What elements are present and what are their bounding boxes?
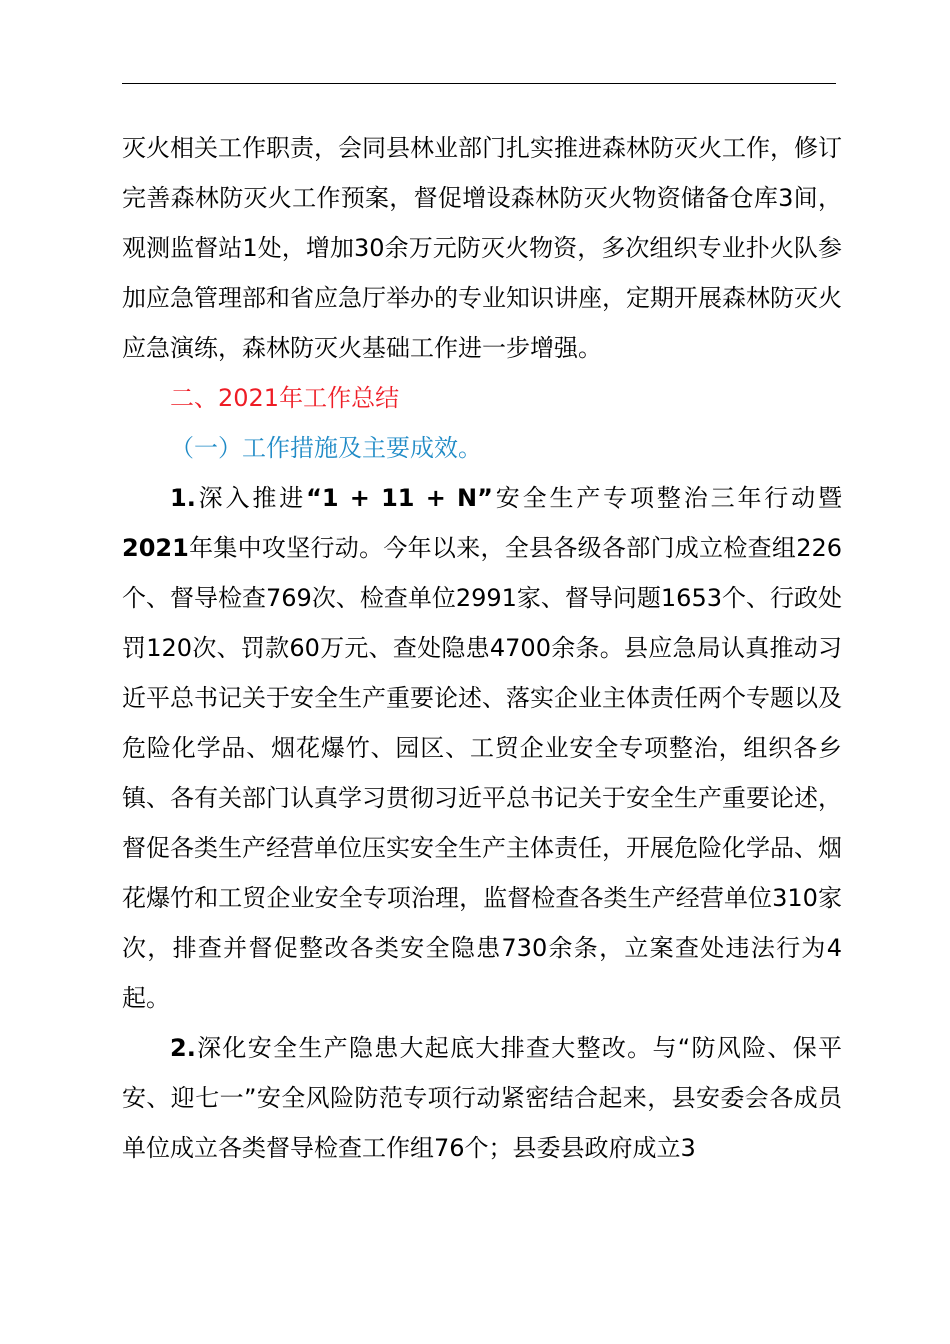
header-rule <box>122 83 836 84</box>
item-1-body: 今年以来，全县各级各部门成立检查组226个、督导检查769次、检查单位2991家、督导问题1653个、行政处罚120次、罚款60万元、查处隐患4700余条。县应急局认真推动习近平总书记关于安全生产重要论述、落实企业主体责任两个专题以及危险化学品、烟花爆竹、园区、工贸企业安全专项整治，组织各乡镇、各有关部门认真学习贯彻习近平总书记关于安全生产重要论述，督促各类生产经营单位压实安全生产主体责任，开展危险化学品、烟花爆竹和工贸企业安全专项治理，监督检查各类生产经营单位310家次，排查并督促整改各类安全隐患730余条，立案查处违法行为4起。 <box>122 534 842 1012</box>
item-2-body: 与“防风险、保平安、迎七一”安全风险防范专项行动紧密结合起来，县安委会各成员单位成立各类督导检查工作组76个；县委县政府成立3 <box>122 1034 842 1162</box>
item-1-paragraph <box>122 473 842 1023</box>
sub-heading: （一）工作措施及主要成效。 <box>170 434 482 462</box>
item-1-title-c: 年集中攻坚行动。 <box>188 534 384 562</box>
document-body <box>122 123 842 1173</box>
item-1-title-bold: “1 + 11 + N” <box>306 484 493 512</box>
item-2-paragraph <box>122 1023 842 1173</box>
paragraph-forest-fire: 灭火相关工作职责，会同县林业部门扎实推进森林防灭火工作，修订完善森林防灭火工作预案，督促增设森林防灭火物资储备仓库3间，观测监督站1处，增加30余万元防灭火物资，多次组织专业扑火队参加应急管理部和省应急厅举办的专业知识讲座，定期开展森林防灭火应急演练，森林防灭火基础工作进一步增强。 <box>122 134 842 362</box>
item-1-title-b: 安全生产专项整治三年行动暨 <box>492 484 843 512</box>
item-1-year: 2021 <box>122 534 189 562</box>
item-2-number: 2. <box>170 1034 196 1062</box>
section-heading: 二、2021年工作总结 <box>170 384 400 412</box>
item-2-title: 深化安全生产隐患大起底大排查大整改。 <box>195 1034 653 1062</box>
item-1-number: 1. <box>170 484 196 512</box>
item-1-title-a: 深入推进 <box>195 484 307 512</box>
